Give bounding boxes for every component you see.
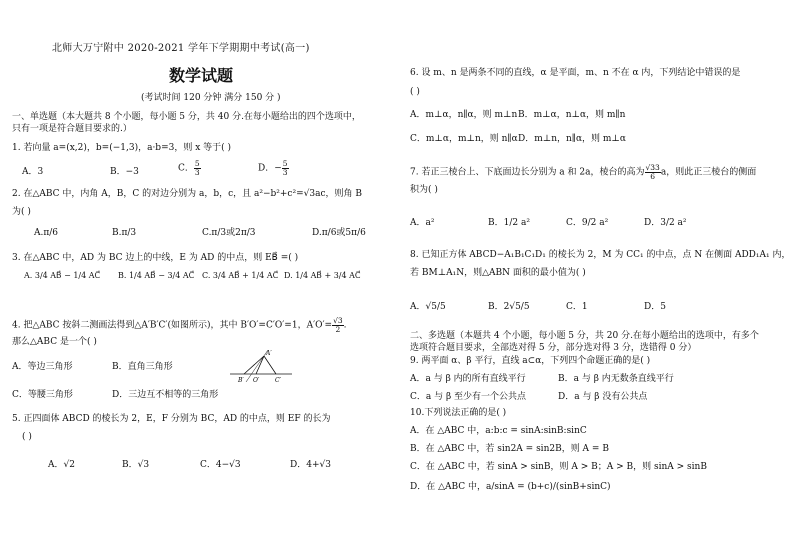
q3-option-a: A. 3/4 AB⃗ − 1/4 AC⃗ [24, 271, 101, 280]
q5-option-d: D．4+√3 [290, 460, 331, 470]
question-5-cont: ( ) [22, 432, 32, 442]
q1-option-b: B．−3 [110, 167, 139, 177]
question-4-cont: 那么△ABC 是一个( ) [12, 337, 97, 347]
q7-option-a: A．a² [410, 218, 435, 228]
q2-option-b: B.π/3 [112, 228, 137, 238]
q6-option-b: B．m⊥α，n⊥α，则 m∥n [518, 110, 626, 120]
q6-option-a: A．m⊥α，n∥α，则 m⊥n [410, 110, 518, 120]
section1-heading-2: 只有一项是符合题目要求的.） [12, 124, 132, 134]
question-7-cont: 积为( ) [410, 185, 438, 195]
q3-option-c: C. 3/4 AB⃗ + 1/4 AC⃗ [202, 271, 279, 280]
q5-option-b: B．√3 [122, 460, 150, 470]
q3-option-d: D. 1/4 AB⃗ + 3/4 AC⃗ [284, 271, 361, 280]
q8-option-b: B．2√5/5 [488, 302, 530, 312]
question-2-cont: 为( ) [12, 207, 31, 217]
q8-option-c: C．1 [566, 302, 588, 312]
school-header: 北师大万宁附中 2020-2021 学年下学期期中考试(高一) [52, 43, 310, 54]
figure-side-oa [256, 356, 264, 374]
q4-option-a: A．等边三角形 [12, 362, 73, 372]
figure-label-c: C′ [275, 377, 281, 384]
figure-side-ac [264, 356, 276, 374]
question-9: 9. 两平面 α、β 平行，直线 a⊂α，下列四个命题正确的是( ) [410, 356, 651, 366]
figure-side-ba [244, 356, 264, 374]
exam-info: (考试时间 120 分钟 满分 150 分 ) [141, 93, 281, 103]
q1-option-a: A．3 [22, 167, 44, 177]
q1-option-c: C． $\frac{5}{3}$ [178, 159, 200, 177]
q7-option-c: C．9/2 a² [566, 218, 609, 228]
question-6-cont: ( ) [410, 87, 420, 97]
q5-option-a: A．√2 [48, 460, 75, 470]
q9-option-d: D．a 与 β 没有公共点 [558, 392, 648, 402]
page-title: 数学试题 [169, 66, 234, 85]
question-7: 7. 若正三棱台上、下底面边长分别为 a 和 2a，棱台的高为 $\frac{√33}{6}$ a，则此正三棱台的侧面 [410, 163, 757, 181]
question-4: 4. 把△ABC 按斜二测画法得到△A′B′C′(如图所示)，其中 B′O′=C′O′=1，A′O′= $\frac{√3}{2}$ . [12, 316, 347, 334]
q9-option-c: C．a 与 β 至少有一个公共点 [410, 392, 527, 402]
question-8-cont: 若 BM⊥A₁N，则△ABN 面积的最小值为( ) [410, 268, 586, 278]
q9-option-a: A．a 与 β 内的所有直线平行 [410, 374, 526, 384]
q4-option-c: C．等腰三角形 [12, 390, 73, 400]
q6-option-c: C．m⊥α，m⊥n，则 n∥α [410, 134, 518, 144]
q8-option-a: A．√5/5 [410, 302, 446, 312]
q3-option-b: B. 1/4 AB⃗ − 3/4 AC⃗ [118, 271, 195, 280]
question-6: 6. 设 m、n 是两条不同的直线，α 是平面，m、n 不在 α 内，下列结论中错误的是 [410, 68, 741, 78]
oblique-triangle-figure [226, 346, 296, 386]
question-10: 10.下列说法正确的是( ) [410, 408, 507, 418]
q7-option-b: B．1/2 a² [488, 218, 530, 228]
q2-option-d: D.π/6或5π/6 [312, 228, 366, 238]
q2-option-a: A.π/6 [34, 228, 59, 238]
q6-option-d: D．m⊥n，n∥α，则 m⊥α [518, 134, 626, 144]
q9-option-b: B．a 与 β 内无数条直线平行 [558, 374, 674, 384]
q8-option-d: D．5 [644, 302, 666, 312]
q10-option-c: C．在 △ABC 中，若 sinA > sinB，则 A > B；A > B，则 sinA > sinB [410, 462, 707, 472]
section1-heading: 一、单选题（本大题共 8 个小题，每小题 5 分，共 40 分.在每小题给出的四个选项中， [12, 112, 361, 122]
q1-option-d: D．− $\frac{5}{3}$ [258, 159, 288, 177]
question-2: 2. 在△ABC 中，内角 A，B，C 的对边分别为 a，b，c，且 a²−b²+c²=√3ac，则角 B [12, 189, 362, 199]
q10-option-b: B．在 △ABC 中，若 sin2A = sin2B，则 A = B [410, 444, 609, 454]
question-8: 8. 已知正方体 ABCD−A₁B₁C₁D₁ 的棱长为 2，M 为 CC₁ 的中点，点 N 在侧面 ADD₁A₁ 内， [410, 250, 791, 260]
q4-option-d: D．三边互不相等的三角形 [112, 390, 219, 400]
section2-heading: 二、多选题（本题共 4 个小题，每小题 5 分，共 20 分.在每小题给出的选项中，有多个 [410, 331, 759, 341]
q10-option-a: A．在 △ABC 中，a:b:c = sinA:sinB:sinC [410, 426, 587, 436]
question-1: 1. 若向量 a=(x,2)，b=(−1,3)，a·b=3，则 x 等于( ) [12, 143, 232, 153]
q10-option-d: D．在 △ABC 中，a/sinA = (b+c)/(sinB+sinC) [410, 482, 611, 492]
section2-heading-2: 选项符合题目要求，全部选对得 5 分，部分选对得 3 分，选错得 0 分） [410, 343, 697, 353]
figure-label-a: A′ [266, 350, 272, 357]
q5-option-c: C．4−√3 [200, 460, 241, 470]
question-3: 3. 在△ABC 中，AD 为 BC 边上的中线，E 为 AD 的中点，则 EB⃗ =( ) [12, 253, 299, 263]
q4-option-b: B．直角三角形 [112, 362, 173, 372]
q7-option-d: D．3/2 a² [644, 218, 687, 228]
figure-label-b: B′ [238, 377, 244, 384]
figure-label-o: O′ [253, 377, 260, 384]
q2-option-c: C.π/3或2π/3 [202, 228, 256, 238]
question-5: 5. 正四面体 ABCD 的棱长为 2，E，F 分别为 BC，AD 的中点，则 EF 的长为 [12, 414, 331, 424]
